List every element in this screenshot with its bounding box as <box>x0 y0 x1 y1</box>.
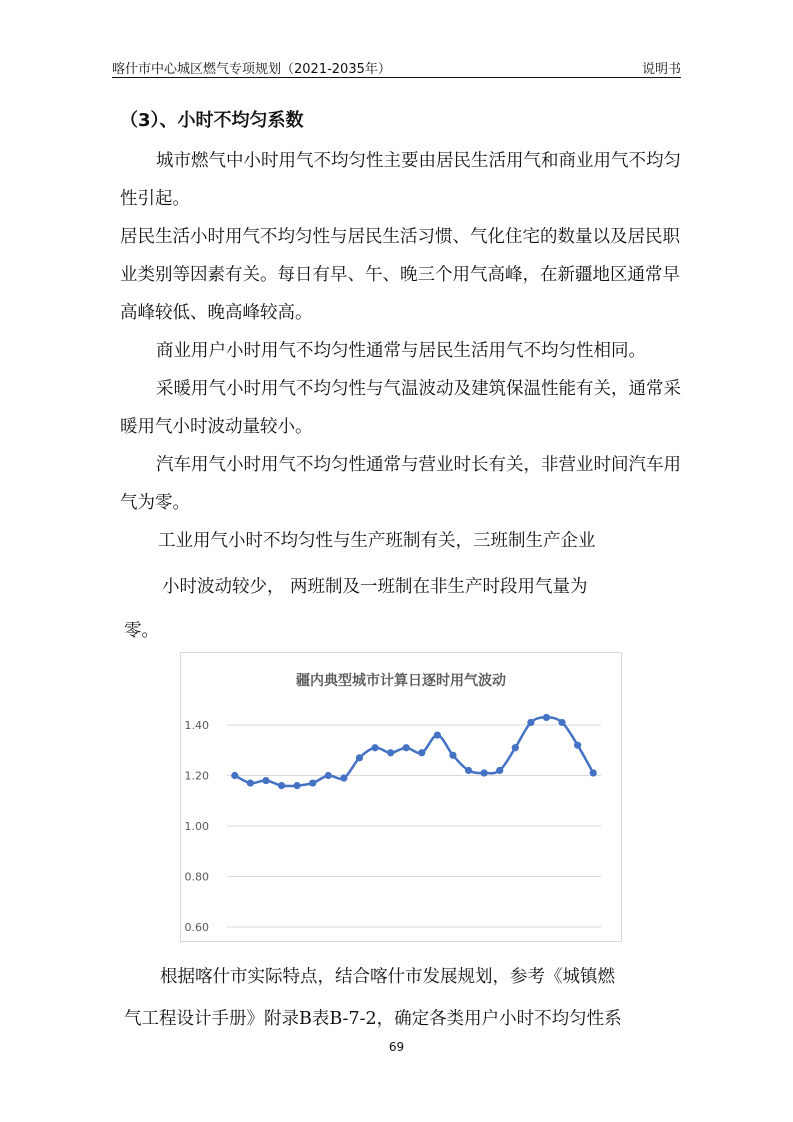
chart-gridlines <box>227 725 601 927</box>
paragraph-conclusion-line1: 根据喀什市实际特点，结合喀什市发展规划，参考《城镇燃 <box>160 967 615 987</box>
data-point <box>278 782 285 789</box>
paragraph-commercial: 商业用户小时用气不均匀性通常与居民生活用气不均匀性相同。 <box>156 341 646 361</box>
data-point <box>309 779 316 786</box>
paragraph-industrial-line3: 零。 <box>124 621 159 641</box>
data-point <box>590 769 597 776</box>
y-tick-label: 0.60 <box>184 921 209 934</box>
chart-y-ticks <box>185 719 210 934</box>
paragraph-industrial-line1: 工业用气小时不均匀性与生产班制有关，三班制生产企业 <box>158 531 596 551</box>
y-tick-label: 1.00 <box>184 820 209 833</box>
paragraph-hourly-intro: 城市燃气中小时用气不均匀性主要由居民生活用气和商业用气不均匀性引起。 <box>120 151 681 209</box>
data-point <box>465 767 472 774</box>
paragraph-conclusion-line2: 气工程设计手册》附录B表B-7-2，确定各类用户小时不均匀性系 <box>124 1009 622 1029</box>
data-point <box>387 749 394 756</box>
page-number: 69 <box>388 1040 405 1054</box>
data-point <box>247 779 254 786</box>
hourly-fluctuation-chart <box>180 652 622 942</box>
data-point <box>371 744 378 751</box>
paragraph-vehicle: 汽车用气小时用气不均匀性通常与营业时长有关，非营业时间汽车用气为零。 <box>120 455 681 513</box>
data-point <box>403 744 410 751</box>
header-divider <box>112 77 681 78</box>
data-point <box>340 774 347 781</box>
paragraph-residential: 居民生活小时用气不均匀性与居民生活习惯、气化住宅的数量以及居民职业类别等因素有关。每日有早、午、晚三个用气高峰，在新疆地区通常早高峰较低、晚高峰较高。 <box>120 227 680 323</box>
data-point <box>496 767 503 774</box>
section-heading: （3）、小时不均匀系数 <box>120 110 304 131</box>
y-tick-label: 0.80 <box>184 870 209 884</box>
data-point <box>418 749 425 756</box>
data-point <box>512 744 519 751</box>
header-title: 喀什市中心城区燃气专项规划（2021-2035年） <box>112 62 391 77</box>
paragraph-industrial-line2: 小时波动较少， 两班制及一班制在非生产时段用气量为 <box>162 577 588 597</box>
data-point <box>527 719 534 726</box>
data-point <box>294 782 301 789</box>
data-point <box>262 777 269 784</box>
data-point <box>434 732 441 739</box>
header-section: 说明书 <box>641 62 681 77</box>
data-point <box>449 752 456 759</box>
chart-canvas <box>181 653 621 941</box>
data-point <box>325 772 332 779</box>
data-point <box>574 742 581 749</box>
data-point <box>481 769 488 776</box>
y-tick-label: 1.40 <box>184 719 209 732</box>
data-point <box>558 719 565 726</box>
data-point <box>356 754 363 761</box>
chart-title: 疆内典型城市计算日逐时用气波动 <box>296 673 506 689</box>
paragraph-heating: 采暖用气小时用气不均匀性与气温波动及建筑保温性能有关，通常采暖用气小时波动量较小。 <box>120 379 681 437</box>
y-tick-label: 1.20 <box>184 769 209 783</box>
data-point <box>231 772 238 779</box>
data-point <box>543 714 550 721</box>
